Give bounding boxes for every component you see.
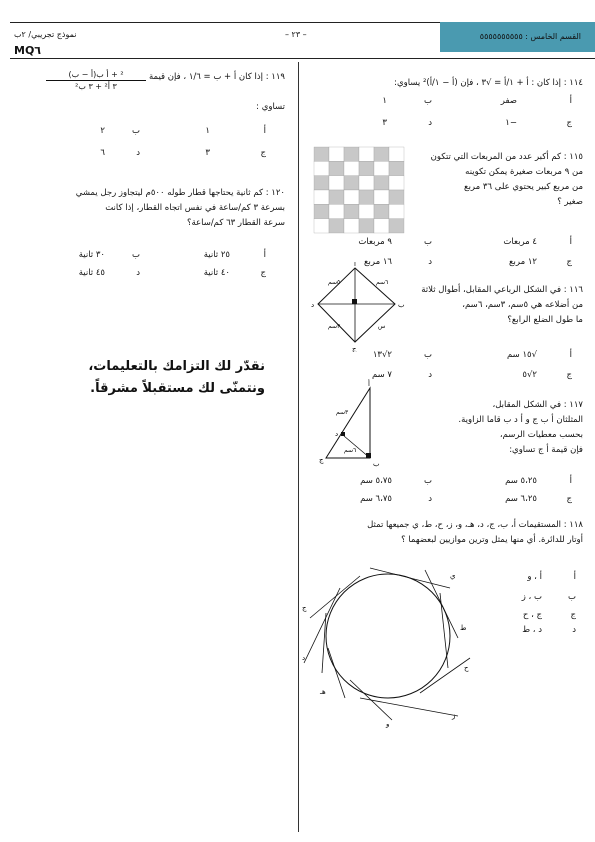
q116-side-3: ٣سم [328, 323, 341, 330]
q116-opt-d[interactable]: ٧ سم [371, 370, 392, 380]
checker-cell [389, 190, 404, 204]
q120-opt-a-letter: أ [263, 250, 266, 260]
q120-text [9, 186, 285, 231]
q116-line1: ١١٦ : في الشكل الرباعي المقابل، أطوال ثلاثة [421, 285, 583, 295]
q118-opt-b-letter: ب [567, 592, 576, 602]
checker-cell [329, 190, 344, 204]
q120-opt-b-letter: ب [131, 250, 140, 260]
q118-label-d: د [302, 654, 306, 662]
checker-cell [359, 161, 374, 175]
checker-cell [329, 204, 344, 218]
q116-label-bottom: ج [352, 345, 357, 352]
q114-opt-c[interactable]: −١ [505, 118, 517, 128]
q118-circle-chords-figure [300, 548, 475, 728]
q115-checkerboard [313, 146, 405, 234]
q119-fraction-numerator: (أ − ب)² + أ ب [46, 70, 146, 81]
q116-opt-b[interactable]: ٢√١٣ [372, 350, 392, 360]
q116-quadrilateral-figure [310, 262, 405, 352]
q117-opt-a[interactable]: ٥،٢٥ سم [505, 476, 537, 486]
q115-line4: صغير ؟ [557, 197, 583, 207]
checker-cell [374, 190, 389, 204]
q117-text [383, 398, 583, 458]
checker-cell [359, 147, 374, 161]
q118-label-z: ز [452, 712, 456, 720]
q115-opt-a[interactable]: ٤ مربعات [503, 237, 537, 247]
q117-options [312, 476, 582, 516]
q118-opt-a[interactable]: أ ، و [527, 572, 542, 582]
header-rule [10, 22, 440, 23]
checker-cell [314, 190, 329, 204]
closing-line-2: ونتمنّى لك مستقبلاً مشرقاً. [90, 381, 265, 396]
page-number: – ٢٣ – [285, 30, 307, 39]
q117-opt-d-letter: د [428, 494, 432, 504]
q116-line2: من أضلاعه هي ٥سم، ٣سم، ٦سم، [462, 300, 583, 310]
model-code: MQ٦ [14, 44, 42, 57]
q120-opt-b[interactable]: ٣٠ ثانية [78, 250, 105, 260]
q120-line2: بسرعة ٣ كم/ساعة في نفس اتجاه القطار، إذا كانت [105, 203, 285, 213]
q117-label-a: أ [368, 380, 370, 388]
closing-line-1: نقدّر لك التزامك بالتعليمات، [88, 359, 265, 374]
q119-opt-a-letter: أ [263, 126, 266, 136]
checker-cell [314, 204, 329, 218]
q115-opt-c-letter: ج [566, 257, 572, 267]
q118-line2: أوتار للدائرة. أي منها يمثل وترين موازيين لبعضهما ؟ [401, 535, 583, 545]
q118-label-y: ي [450, 572, 456, 580]
q118-label-c: ج [302, 604, 307, 612]
q118-label-hh: ح [464, 664, 469, 672]
checker-cell [314, 219, 329, 233]
checker-cell [344, 219, 359, 233]
q118-opt-d-letter: د [572, 625, 576, 635]
q116-text [403, 283, 583, 328]
q118-text [303, 518, 583, 548]
q119-opt-c[interactable]: ٣ [205, 148, 210, 158]
q117-opt-d[interactable]: ٦،٧٥ سم [360, 494, 392, 504]
q116-side-4: س [378, 323, 386, 330]
q120-opt-a[interactable]: ٢٥ ثانية [203, 250, 230, 260]
q118-opt-d[interactable]: د ، ط [522, 625, 542, 635]
q119-opt-a[interactable]: ١ [205, 126, 210, 136]
q120-line3: سرعة القطار ٦٣ كم/ساعة؟ [186, 218, 285, 228]
checker-cell [344, 147, 359, 161]
checker-cell [374, 176, 389, 190]
checker-cell [389, 219, 404, 233]
q120-options [20, 250, 290, 290]
q114-opt-a[interactable]: صفر [500, 96, 517, 106]
q116-opt-c[interactable]: ٢√٥ [522, 370, 537, 380]
checker-cell [329, 161, 344, 175]
q114-opt-d[interactable]: ٣ [382, 118, 387, 128]
q117-label-c: ج [319, 456, 324, 464]
q117-opt-b-letter: ب [423, 476, 432, 486]
q116-label-top: أ [354, 262, 356, 268]
q117-label-b: ب [373, 460, 380, 468]
model-label: نموذج تجريبي/ ٢ب [14, 30, 77, 39]
checker-cell [359, 219, 374, 233]
q117-opt-c-letter: ج [566, 494, 572, 504]
q114-text: ١١٤ : إذا كان : أ + ١/أ = √٣ ، فإن (أ − ١/أ)² يساوي: [394, 78, 583, 88]
checker-cell [329, 219, 344, 233]
checker-cell [374, 161, 389, 175]
checker-cell [359, 204, 374, 218]
q116-line3: ما طول الضلع الرابع؟ [507, 315, 583, 325]
checker-cell [389, 147, 404, 161]
checker-cell [314, 161, 329, 175]
checker-cell [314, 176, 329, 190]
q114-opt-d-letter: د [428, 118, 432, 128]
q117-line3: بحسب معطيات الرسم، [499, 430, 583, 440]
q115-opt-d[interactable]: ١٦ مربع [364, 257, 392, 267]
checker-cell [329, 147, 344, 161]
checker-cell [389, 204, 404, 218]
q117-triangle-figure [318, 378, 383, 468]
q119-fraction [46, 70, 146, 91]
q118-label-h: هـ [320, 688, 326, 696]
q116-side-2: ٦سم [376, 279, 389, 286]
q114-opt-c-letter: ج [566, 118, 572, 128]
q115-line1: ١١٥ : كم أكبر عدد من المربعات التي تتكون [430, 152, 583, 162]
q120-line1: ١٢٠ : كم ثانية يحتاجها قطار طوله ٥٠٠م ليتجاوز رجل يمشي [75, 188, 285, 198]
q116-opt-a-letter: أ [569, 350, 572, 360]
checker-cell [374, 147, 389, 161]
checker-cell [344, 176, 359, 190]
q119-fraction-denominator: ٣ أ² + ٣ ب² [75, 82, 117, 91]
q116-label-right: ب [398, 301, 405, 309]
q116-side-1: ٥سم [328, 279, 341, 286]
q119-opt-d[interactable]: ٦ [100, 148, 105, 158]
q116-opt-b-letter: ب [423, 350, 432, 360]
q114-opt-a-letter: أ [569, 96, 572, 106]
checker-cell [329, 176, 344, 190]
q117-opt-b[interactable]: ٥،٧٥ سم [360, 476, 392, 486]
q119-opt-d-letter: د [136, 148, 140, 158]
q119-opt-b-letter: ب [131, 126, 140, 136]
q120-opt-c-letter: ج [260, 268, 266, 278]
checker-cell [389, 161, 404, 175]
q119-options [20, 126, 290, 166]
q115-opt-d-letter: د [428, 257, 432, 267]
closing-message [45, 356, 265, 400]
q117-side-1: ٣سم [336, 409, 349, 416]
q118-label-w: و [386, 720, 390, 728]
q115-opt-c[interactable]: ١٢ مربع [509, 257, 537, 267]
checker-cell [359, 176, 374, 190]
checker-cell [314, 147, 329, 161]
q119-text: ١١٩ : إذا كان أ + ب = ١/٦ ، فإن قيمة [148, 72, 285, 82]
q118-opt-a-letter: أ [573, 572, 576, 582]
q117-label-d: د [335, 430, 339, 438]
q115-line2: من ٩ مربعات صغيرة يمكن تكوينه [465, 167, 583, 177]
q115-text [408, 150, 583, 210]
q117-side-2: ٦سم [344, 447, 357, 454]
q114-opt-b[interactable]: ١ [382, 96, 387, 106]
q115-opt-b-letter: ب [423, 237, 432, 247]
q119-tail: تساوي : [256, 102, 285, 112]
checker-cell [374, 219, 389, 233]
q118-line1: ١١٨ : المستقيمات أ، ب، ج، د، هـ، و، ز، ح، ط، ي جميعها تمثل [367, 520, 583, 530]
checker-cell [359, 190, 374, 204]
checker-cell [344, 190, 359, 204]
section-label: القسم الخامس : ٥٥٥٥٥٥٥٥٥٥ [479, 32, 581, 41]
header-bottom-rule [10, 58, 595, 59]
q117-line2: المثلثان أ ب ج و أ د ب قاما الزاوية. [458, 415, 583, 425]
q114-options [312, 96, 582, 136]
q117-opt-a-letter: أ [569, 476, 572, 486]
checker-cell [389, 176, 404, 190]
q118-options [480, 572, 580, 642]
checker-cell [344, 204, 359, 218]
q120-opt-d-letter: د [136, 268, 140, 278]
column-divider [298, 62, 299, 832]
q116-opt-d-letter: د [428, 370, 432, 380]
q118-opt-c[interactable]: ج ، ح [522, 610, 542, 620]
q118-opt-c-letter: ج [570, 610, 576, 620]
q116-opt-a[interactable]: √١٥ سم [506, 350, 537, 360]
q116-label-left: د [311, 301, 315, 309]
q117-line1: ١١٧ : في الشكل المقابل، [492, 400, 583, 410]
q117-line4: فإن قيمة أ ج تساوي: [509, 445, 583, 455]
q114-opt-b-letter: ب [423, 96, 432, 106]
checker-cell [374, 204, 389, 218]
q119-opt-c-letter: ج [260, 148, 266, 158]
q120-opt-c[interactable]: ٤٠ ثانية [203, 268, 230, 278]
q118-opt-b[interactable]: ب ، ز [521, 592, 542, 602]
q115-opt-b[interactable]: ٩ مربعات [358, 237, 392, 247]
q117-opt-c[interactable]: ٦،٢٥ سم [505, 494, 537, 504]
q118-label-t: ط [460, 624, 467, 632]
q115-line3: من مربع كبير يحتوي على ٣٦ مربع [464, 182, 583, 192]
q116-opt-c-letter: ج [566, 370, 572, 380]
q120-opt-d[interactable]: ٤٥ ثانية [78, 268, 105, 278]
q119-opt-b[interactable]: ٢ [100, 126, 105, 136]
checker-cell [344, 161, 359, 175]
q115-opt-a-letter: أ [569, 237, 572, 247]
